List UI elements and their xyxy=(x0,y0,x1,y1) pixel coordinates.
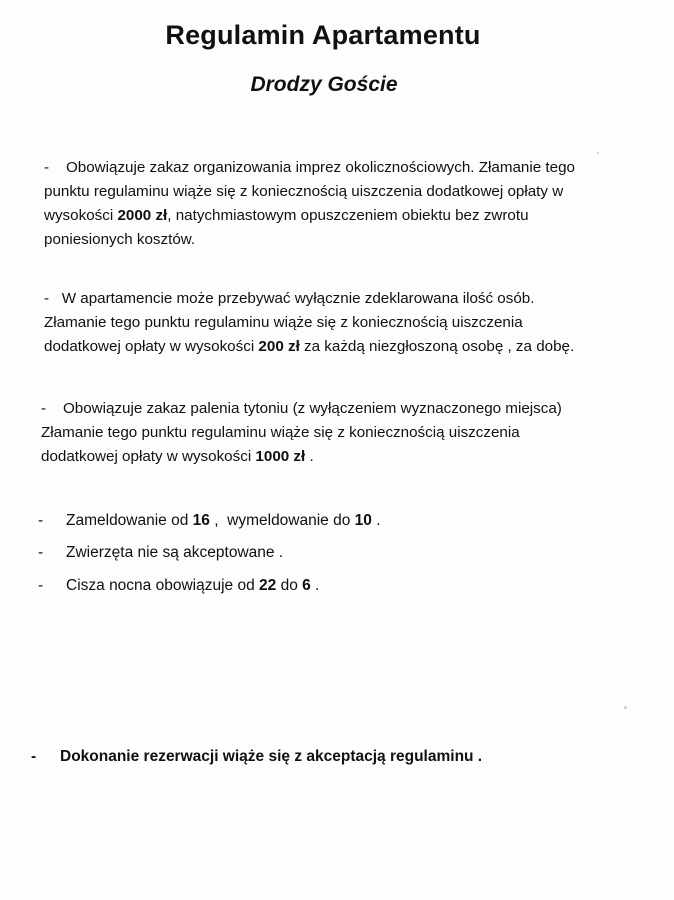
rule-line xyxy=(44,156,575,180)
rule-text: wysokości xyxy=(44,207,118,224)
scan-speck xyxy=(624,706,627,709)
rule-text: , natychmiastowym opuszczeniem obiektu bez zwrotu xyxy=(167,207,529,224)
scan-speck xyxy=(597,152,599,154)
rule-line xyxy=(44,204,575,228)
rule-text: Złamanie tego punktu regulaminu wiąże się z koniecznością uiszczenia xyxy=(41,424,520,441)
rule-line xyxy=(41,397,562,421)
rule-text: Obowiązuje zakaz palenia tytoniu (z wyłączeniem wyznaczonego miejsca) xyxy=(62,400,562,417)
rule-line xyxy=(41,445,562,469)
rule-smoking-ban xyxy=(41,397,562,469)
quiet-from: 22 xyxy=(259,577,277,594)
dash-bullet: - xyxy=(38,512,44,529)
rule-text xyxy=(66,574,319,598)
rule-text: W apartamencie może przebywać wyłącznie zdeklarowana ilość osób. xyxy=(61,290,535,307)
rule-text: dodatkowej opłaty w wysokości xyxy=(41,448,256,465)
dash-bullet: - xyxy=(44,290,50,307)
rule-text-part: do xyxy=(276,577,303,594)
rule-text-part: . xyxy=(310,577,320,594)
rule-text-part: Zameldowanie od xyxy=(66,512,193,529)
rule-line xyxy=(44,287,574,311)
dash-bullet: - xyxy=(44,159,50,176)
dash-bullet: - xyxy=(31,748,37,765)
rule-text: Złamanie tego punktu regulaminu wiąże się z koniecznością uiszczenia xyxy=(44,314,523,331)
rule-text: poniesionych kosztów. xyxy=(44,231,196,248)
rule-text xyxy=(66,509,381,533)
rule-text: Obowiązuje zakaz organizowania imprez okolicznościowych. Złamanie tego xyxy=(65,159,575,176)
rule-text: dodatkowej opłaty w wysokości xyxy=(44,338,259,355)
rule-text-part: Cisza nocna obowiązuje od xyxy=(66,577,260,594)
rule-guest-count xyxy=(44,287,574,359)
dash-bullet: - xyxy=(41,400,47,417)
rule-text-part: . xyxy=(371,512,381,529)
dash-bullet: - xyxy=(38,577,44,594)
acceptance-text: Dokonanie rezerwacji wiąże się z akceptacją regulaminu . xyxy=(60,748,483,765)
dash-bullet: - xyxy=(38,544,44,561)
fee-amount: 1000 zł xyxy=(255,448,306,465)
checkout-time: 10 xyxy=(354,512,372,529)
fee-amount: 200 zł xyxy=(258,338,300,355)
rule-text: punktu regulaminu wiąże się z koniecznością uiszczenia dodatkowej opłaty w xyxy=(44,183,564,200)
rule-text-part: , wymeldowanie do xyxy=(209,512,355,529)
checkin-time: 16 xyxy=(192,512,210,529)
rule-text: . xyxy=(305,448,314,465)
quiet-to: 6 xyxy=(302,577,311,594)
rule-text: za każdą niezgłoszoną osobę , za dobę. xyxy=(299,338,575,355)
page-subtitle: Drodzy Goście xyxy=(250,73,398,96)
rule-line xyxy=(44,335,574,359)
page-title: Regulamin Apartamentu xyxy=(165,20,481,50)
rule-text: Zwierzęta nie są akceptowane . xyxy=(66,544,284,561)
fee-amount: 2000 zł xyxy=(117,207,168,224)
rule-events-ban xyxy=(44,156,575,252)
